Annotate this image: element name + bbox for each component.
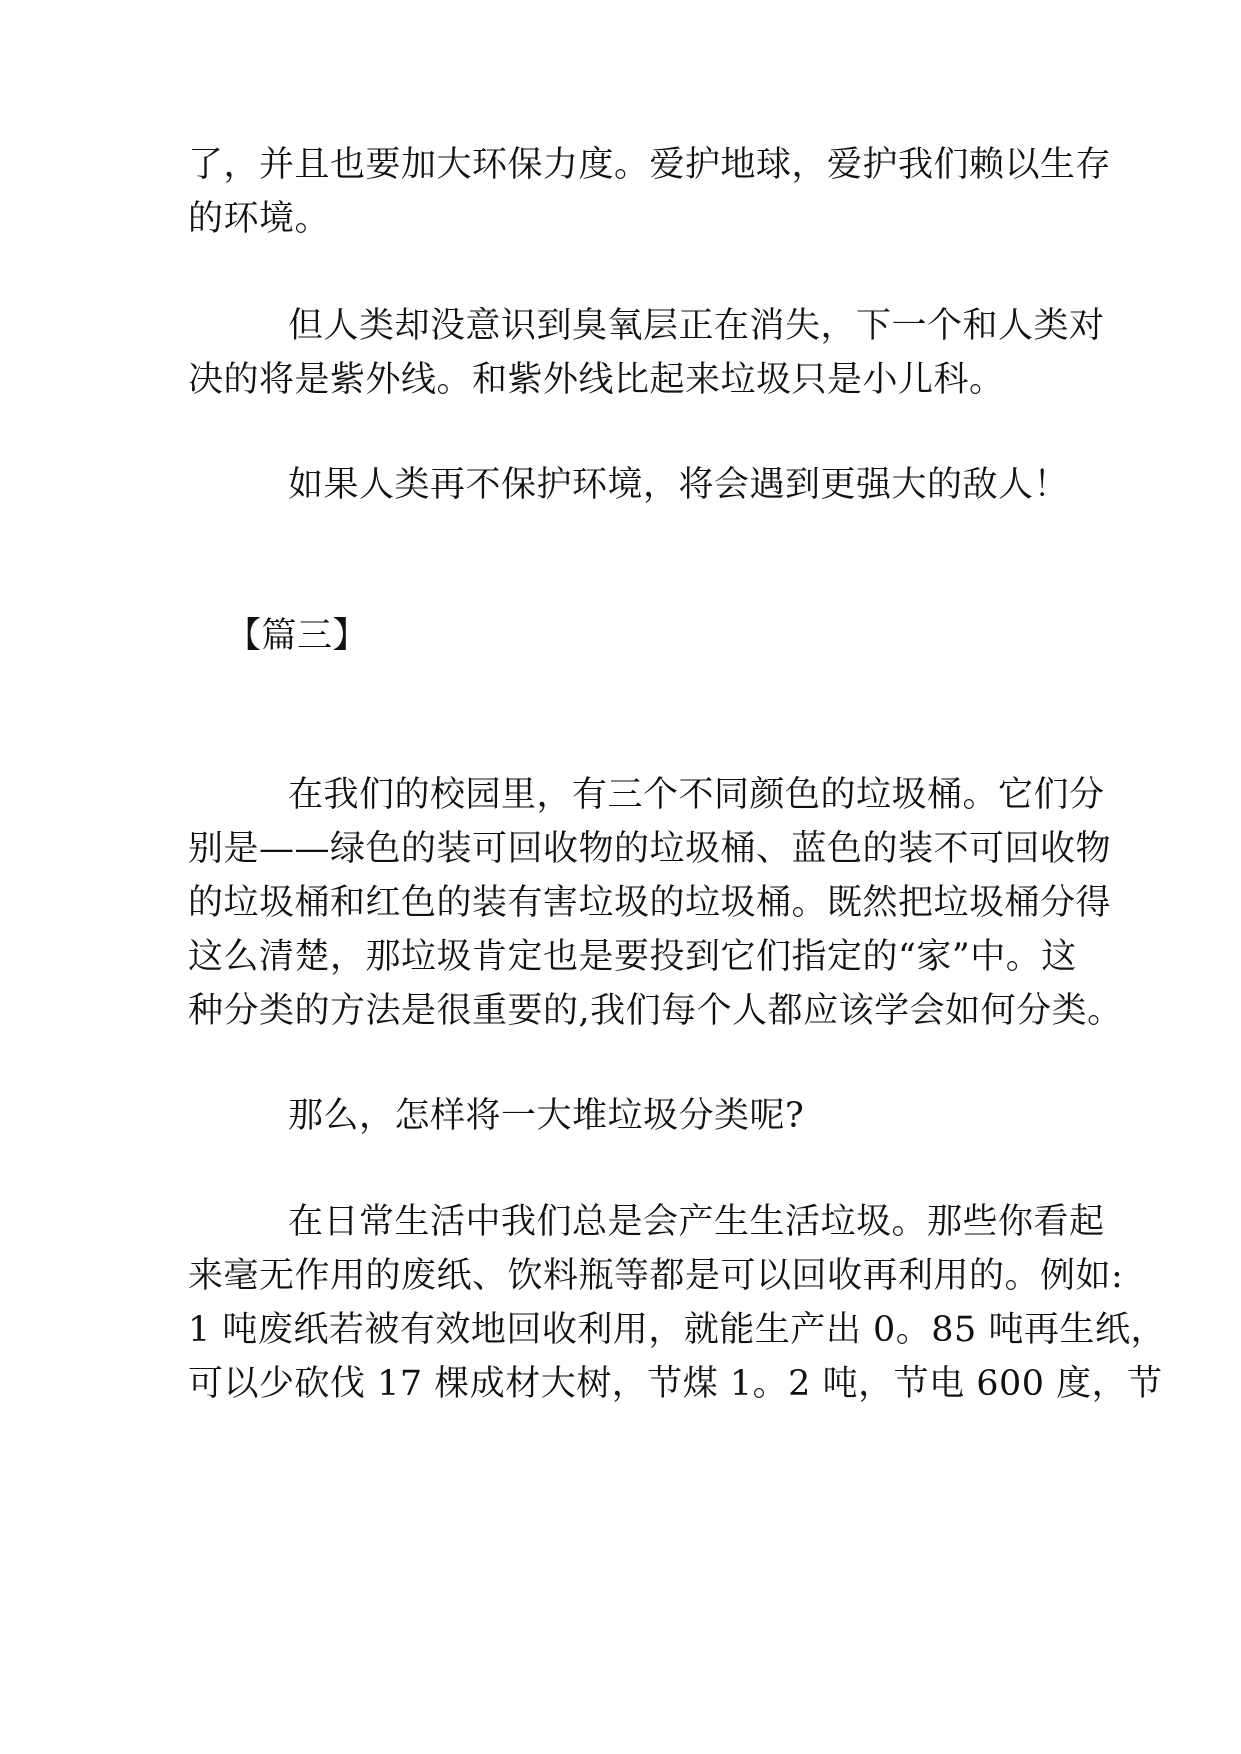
paragraph-start-line: 在日常生活中我们总是会产生生活垃圾。那些你看起 xyxy=(288,1202,1105,1242)
text-line: 种分类的方法是很重要的,我们每个人都应该学会如何分类。 xyxy=(188,991,1123,1031)
section-heading: 【篇三】 xyxy=(226,616,369,656)
text-line: 别是——绿色的装可回收物的垃圾桶、蓝色的装不可回收物 xyxy=(188,829,1112,869)
paragraph-start-line: 如果人类再不保护环境，将会遇到更强大的敌人！ xyxy=(288,465,1070,505)
text-line: 来毫无作用的废纸、饮料瓶等都是可以回收再利用的。例如: xyxy=(188,1256,1124,1296)
text-line: 的环境。 xyxy=(188,199,331,239)
text-line: 1 吨废纸若被有效地回收利用，就能生产出 0。85 吨再生纸， xyxy=(188,1310,1166,1350)
paragraph-start-line: 在我们的校园里，有三个不同颜色的垃圾桶。它们分 xyxy=(288,775,1105,815)
text-line: 决的将是紫外线。和紫外线比起来垃圾只是小儿科。 xyxy=(188,360,1005,400)
text-line: 了，并且也要加大环保力度。爱护地球，爱护我们赖以生存 xyxy=(188,145,1112,185)
paragraph-start-line: 那么，怎样将一大堆垃圾分类呢? xyxy=(288,1096,805,1136)
text-line: 这么清楚，那垃圾肯定也是要投到它们指定的“家”中。这 xyxy=(188,937,1077,977)
text-line: 的垃圾桶和红色的装有害垃圾的垃圾桶。既然把垃圾桶分得 xyxy=(188,883,1112,923)
text-line: 可以少砍伐 17 棵成材大树，节煤 1。2 吨，节电 600 度，节 xyxy=(188,1364,1163,1404)
paragraph-start-line: 但人类却没意识到臭氧层正在消失，下一个和人类对 xyxy=(288,306,1105,346)
